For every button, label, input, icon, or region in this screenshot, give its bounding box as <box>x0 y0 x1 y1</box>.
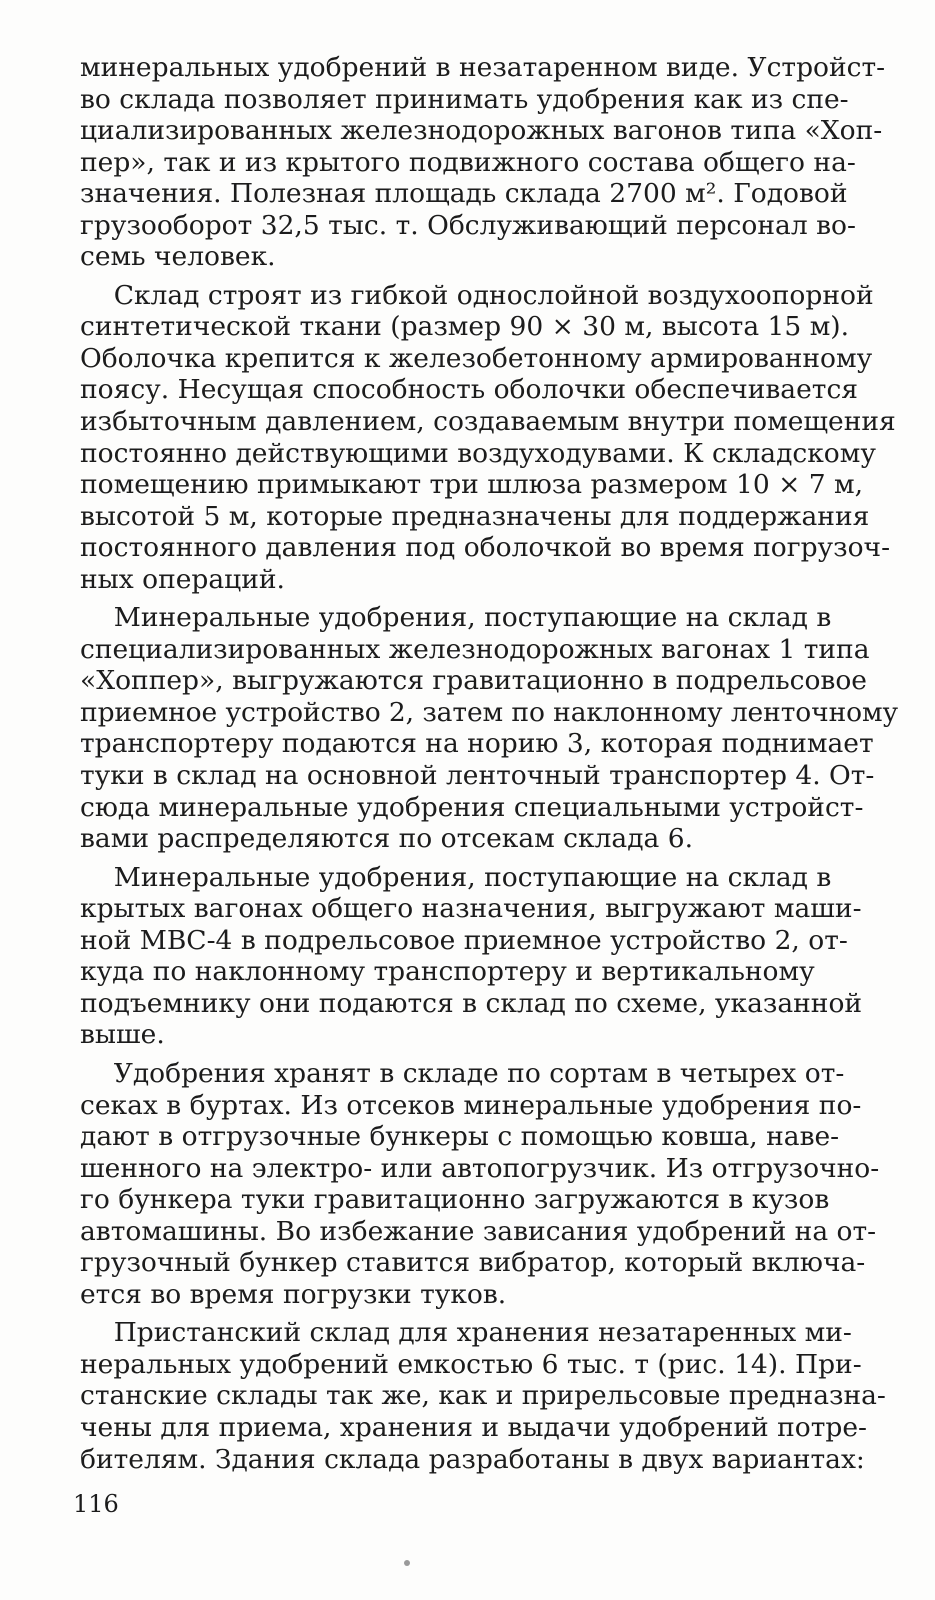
text-line: Удобрения хранят в складе по сортам в четырех от- <box>80 1057 845 1089</box>
text-line: чены для приема, хранения и выдачи удобрений потре- <box>80 1411 867 1443</box>
text-line: специализированных железнодорожных вагонах 1 типа <box>80 633 870 665</box>
text-line: поясу. Несущая способность оболочки обеспечивается <box>80 374 858 406</box>
text-line: неральных удобрений емкостью 6 тыс. т (рис. 14). При- <box>80 1348 862 1380</box>
text-line: постоянного давления под оболочкой во время погрузоч- <box>80 532 891 564</box>
text-line: шенного на электро- или автопогрузчик. Из отгрузочно- <box>80 1152 880 1184</box>
paragraph-gap <box>80 595 898 602</box>
page-number: 116 <box>73 1490 119 1518</box>
text-line: го бункера туки гравитационно загружаются в кузов <box>80 1184 830 1216</box>
text-line: станские склады так же, как и прирельсовые предназна- <box>80 1380 886 1412</box>
paragraph-gap <box>80 1310 898 1317</box>
text-line: грузочный бункер ставится вибратор, который включа- <box>80 1247 866 1279</box>
text-line: помещению примыкают три шлюза размером 10 × 7 м, <box>80 469 864 501</box>
text-line: минеральных удобрений в незатаренном виде. Устройст- <box>80 52 886 83</box>
text-line: грузооборот 32,5 тыс. т. Обслуживающий персонал во- <box>80 209 856 241</box>
text-line: вами распределяются по отсекам склада 6. <box>80 823 694 855</box>
text-line: «Хоппер», выгружаются гравитационно в подрельсовое <box>80 665 867 697</box>
text-line: высотой 5 м, которые предназначены для поддержания <box>80 500 870 532</box>
text-line: крытых вагонах общего назначения, выгружают маши- <box>80 893 862 925</box>
text-line: избыточным давлением, создаваемым внутри помещения <box>80 406 896 438</box>
text-line: Оболочка крепится к железобетонному армированному <box>80 342 873 374</box>
text-line: секах в буртах. Из отсеков минеральные удобрения по- <box>80 1089 862 1121</box>
text-line: ется во время погрузки туков. <box>80 1278 507 1310</box>
text-line: транспортеру подаются на норию 3, которая поднимает <box>80 728 874 760</box>
text-line: сюда минеральные удобрения специальными устройст- <box>80 791 864 823</box>
text-line: Минеральные удобрения, поступающие на склад в <box>80 602 832 634</box>
paragraph <box>80 602 898 854</box>
text-line: значения. Полезная площадь склада 2700 м². Годовой <box>80 178 848 210</box>
text-line: синтетической ткани (размер 90 × 30 м, высота 15 м). <box>80 311 850 343</box>
text-line: выше. <box>80 1019 165 1051</box>
text-line: приемное устройство 2, затем по наклонному ленточному <box>80 696 899 728</box>
paragraph <box>80 52 898 273</box>
text-line: туки в склад на основной ленточный транспортер 4. От- <box>80 760 875 792</box>
text-line: подъемнику они подаются в склад по схеме, указанной <box>80 987 863 1019</box>
text-line: постоянно действующими воздуходувами. К складскому <box>80 437 876 469</box>
text-line: дают в отгрузочные бункеры с помощью ковша, наве- <box>80 1121 840 1153</box>
text-line: циализированных железнодорожных вагонов типа «Хоп- <box>80 115 883 147</box>
paragraph <box>80 1058 898 1310</box>
text-line: ной МВС-4 в подрельсовое приемное устройство 2, от- <box>80 924 848 956</box>
text-line: автомашины. Во избежание зависания удобрений на от- <box>80 1215 877 1247</box>
text-line: куда по наклонному транспортеру и вертикальному <box>80 956 815 988</box>
paragraph-gap <box>80 273 898 280</box>
text-line: во склада позволяет принимать удобрения как из спе- <box>80 83 849 115</box>
paragraph <box>80 862 898 1051</box>
paragraph <box>80 280 898 595</box>
paragraph-gap <box>80 855 898 862</box>
text-line: бителям. Здания склада разработаны в двух вариантах: <box>80 1443 865 1475</box>
text-line: ных операций. <box>80 563 285 595</box>
text-line: Пристанский склад для хранения незатаренных ми- <box>80 1317 852 1349</box>
paragraph <box>80 1317 898 1475</box>
text-line: пер», так и из крытого подвижного состава общего на- <box>80 146 856 178</box>
paragraph-gap <box>80 1051 898 1058</box>
print-speck <box>404 1560 410 1566</box>
text-line: Минеральные удобрения, поступающие на склад в <box>80 861 832 893</box>
text-line: семь человек. <box>80 241 276 273</box>
body-text <box>80 52 898 1475</box>
text-line: Склад строят из гибкой однослойной воздухоопорной <box>80 279 874 311</box>
